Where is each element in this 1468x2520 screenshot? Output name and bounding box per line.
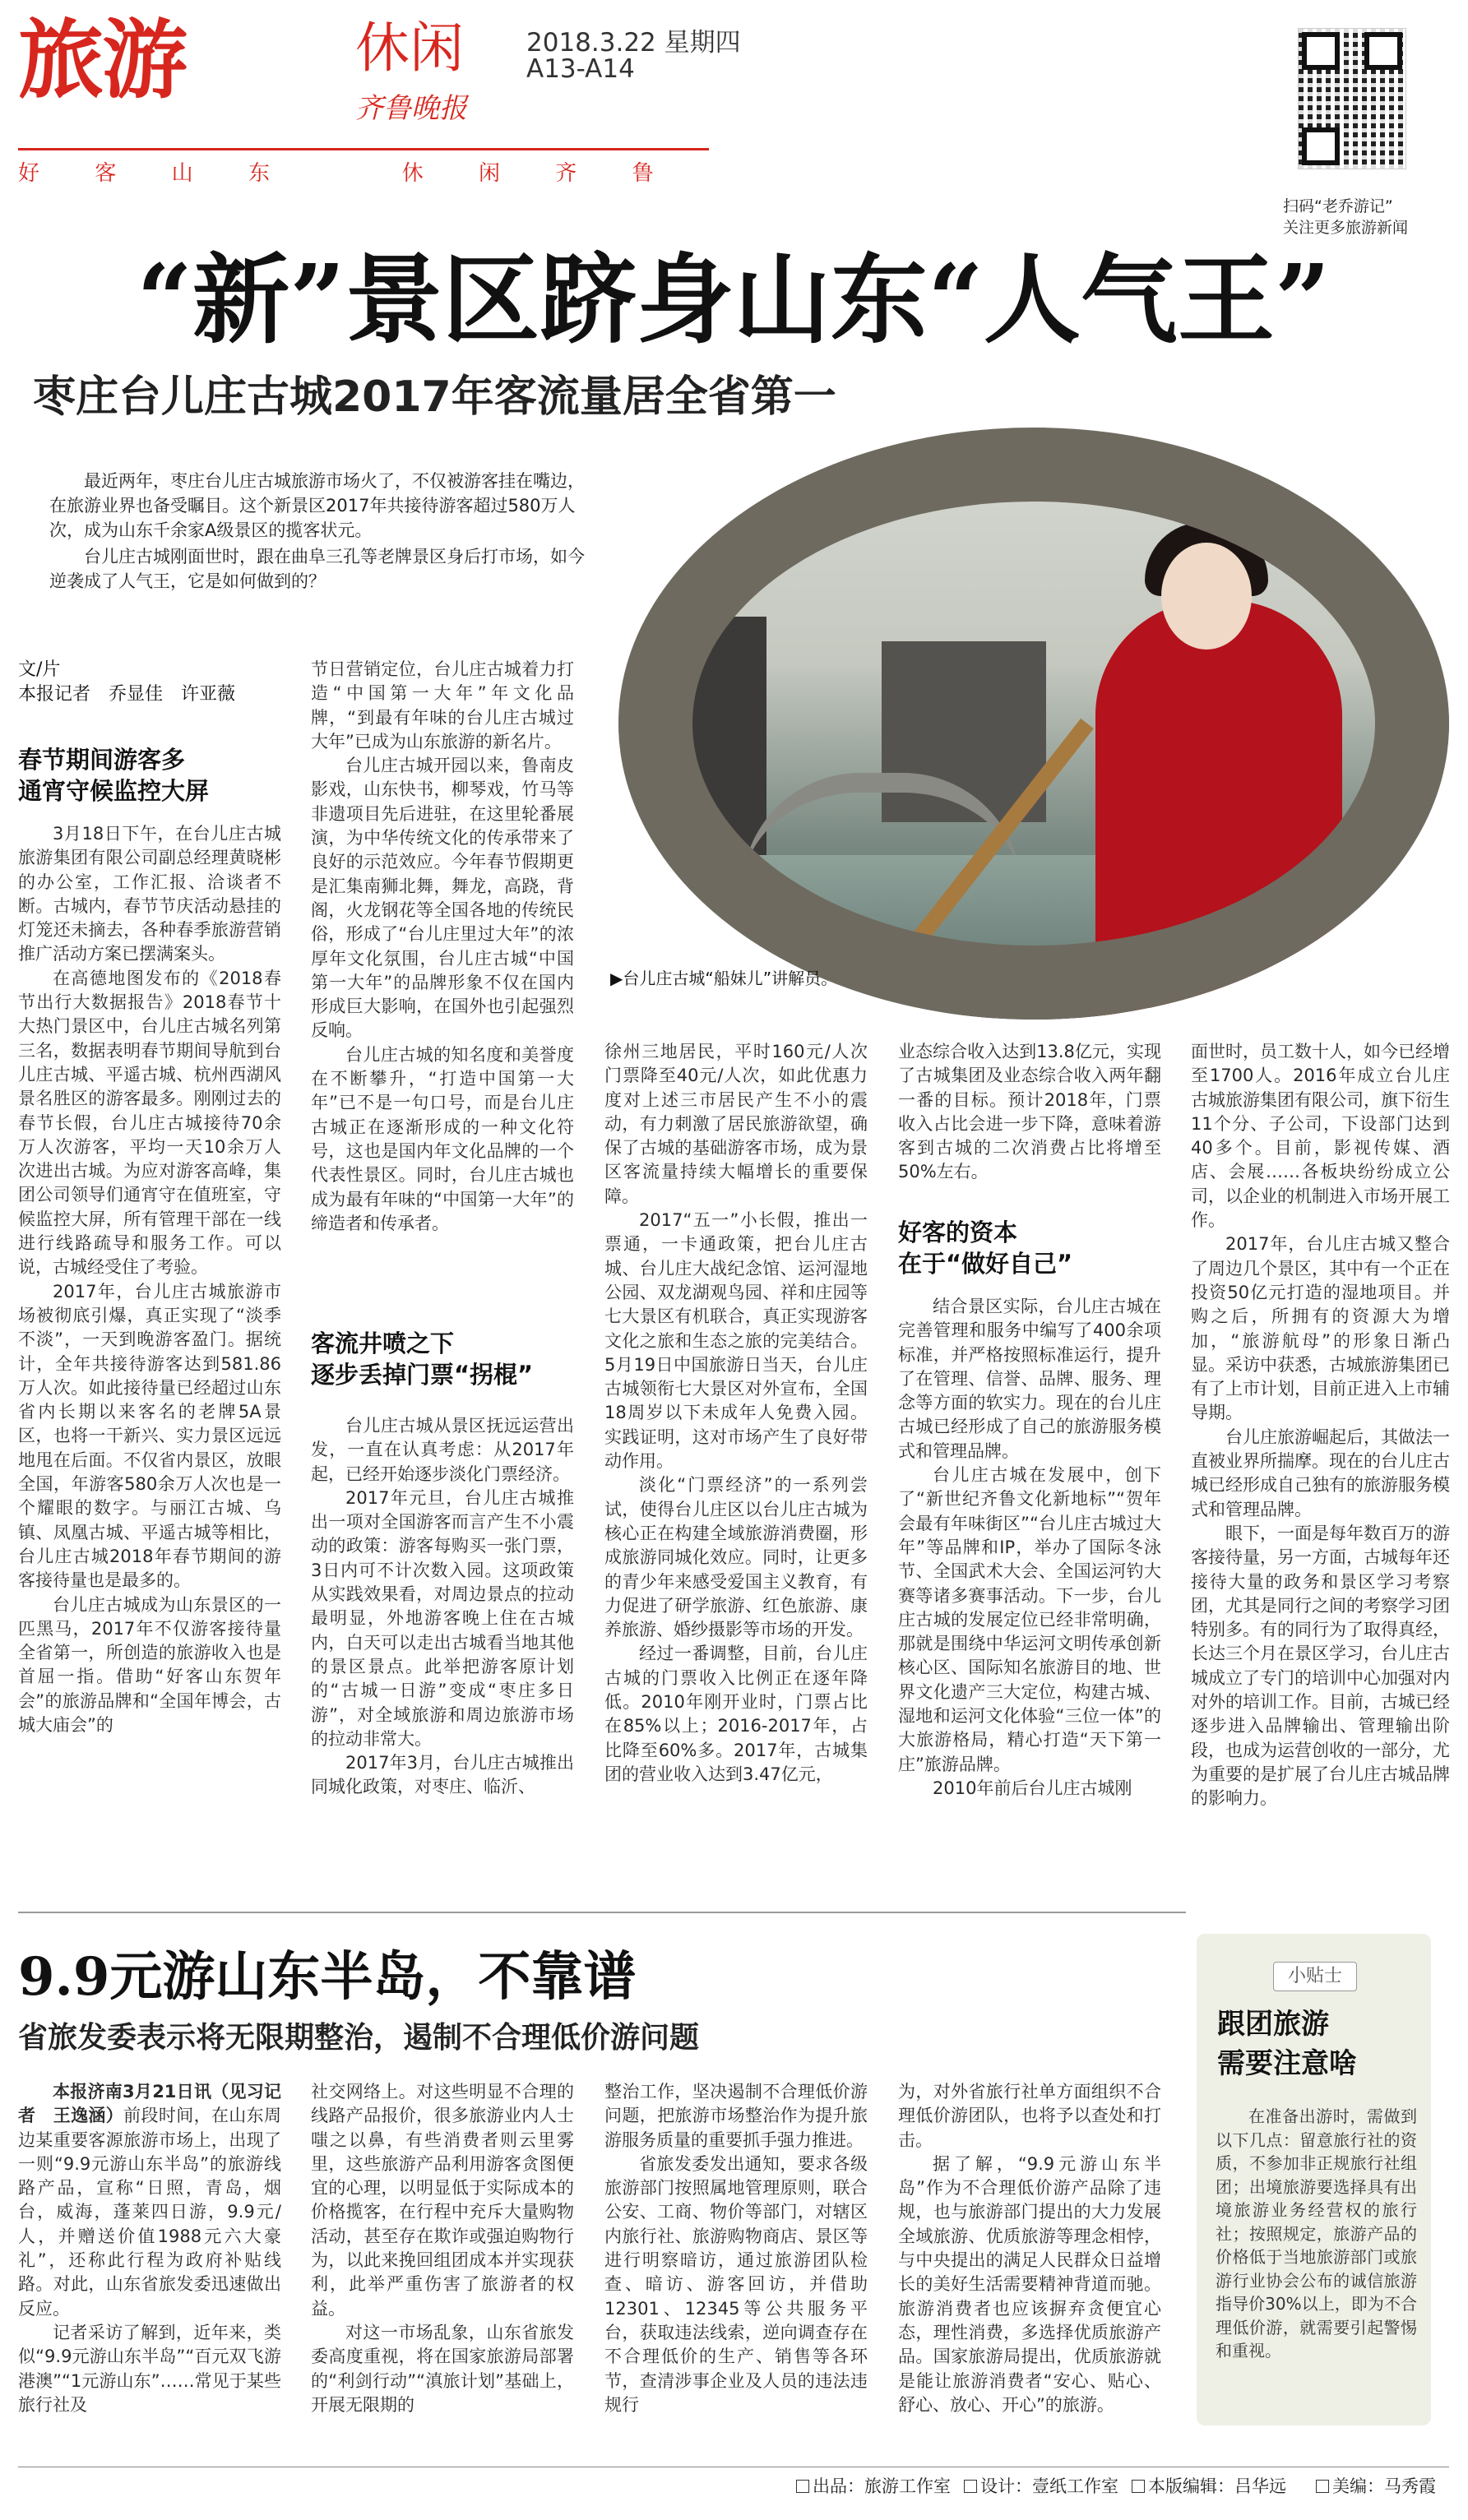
credit-art: 美编：马秀霞 [1316,2473,1436,2498]
photo-caption: ▶台儿庄古城“船妹儿”讲解员。 [610,969,838,988]
article-column [18,2080,281,2417]
paragraph: 2017“五一”小长假，推出一票通，一卡通政策，把台儿庄古城、台儿庄大战纪念馆、运河湿地公园、双龙湖观鸟园、祥和庄园等七大景区有机联合，真正实现游客文化之旅和生态之旅的完美结合。5月19日中国旅游日当天，台儿庄古城领衔七大景区对外宣布，全国18周岁以下未成年人免费入园。实践证明，这对市场产生了良好带动作用。 [604,1210,868,1472]
qr-code[interactable] [1298,28,1406,169]
slogan-char: 客 [95,161,135,186]
feature-photo [618,428,1449,1020]
credit-editor: 本版编辑：吕华远 [1132,2473,1286,2498]
paragraph: 据了解，“9.9元游山东半岛”作为不合理低价游产品除了违规，也与旅游部门提出的大力发展全域旅游、优质旅游等理念相悖，与中央提出的满足人民群众日益增长的美好生活需要精神背道而驰。旅游消费者也应该摒弃贪便宜心态，理性消费，多选择优质旅游产品。国家旅游局提出，优质旅游就是能让旅游消费者“安心、贴心、舒心、放心、开心”的旅游。 [898,2153,1161,2415]
credit-design: 设计：壹纸工作室 [964,2473,1118,2498]
paragraph: 徐州三地居民，平时160元/人次门票降至40元/人次，如此优惠力度对上述三市居民产生不小的震动，有力刺激了居民旅游欲望，确保了古城的基础游客市场，成为景区客流量持续大幅增长的重要保障。 [604,1042,868,1206]
article-column [898,2080,1161,2417]
section-title: 春节期间游客多 通宵守候监控大屏 [18,746,210,805]
paragraph: 为，对外省旅行社单方面组织不合理低价游团队，也将予以查处和打击。 [898,2082,1161,2150]
paragraph: 眼下，一面是每年数百万的游客接待量，另一方面，古城每年还接待大量的政务和景区学习考察团，尤其是同行之间的考察学习团特别多。有的同行为了取得真经，长达三个月在景区学习，台儿庄古城成立了专门的培训中心加强对内对外的培训工作。目前，古城已经逐步进入品牌输出、管理输出阶段，也成为运营创收的一部分，尤为重要的是扩展了台儿庄古城品牌的影响力。 [1191,1523,1450,1809]
slogan-char: 山 [171,161,211,186]
byline-authors: 本报记者 乔显佳 许亚薇 [18,684,236,705]
credit-producer: 出品：旅游工作室 [796,2473,951,2498]
paragraph: 台儿庄古城从景区抚远运营出发，一直在认真考虑：从2017年起，已经开始逐步淡化门票经济。 [311,1416,574,1484]
paragraph: 业态综合收入达到13.8亿元，实现了古城集团及业态综合收入两年翻一番的目标。预计2018年，门票收入占比会进一步下降，意味着游客到古城的二次消费占比将增至50%左右。 [898,1042,1161,1182]
slogan-char: 东 [248,161,288,186]
paragraph: 节日营销定位，台儿庄古城着力打造“中国第一大年”年文化品牌，“到最有年味的台儿庄古城过大年”已成为山东旅游的新名片。 [311,659,574,751]
qr-caption: 扫码“老乔游记” [1283,197,1393,215]
paragraph: 台儿庄古城的知名度和美誉度在不断攀升，“打造中国第一大年”已不是一句口号，而是台儿庄古城正在逐渐形成的一种文化符号，这也是国内年文化品牌的一个代表性景区。同时，台儿庄古城也成为最有年味的“中国第一大年”的缔造者和传承者。 [311,1044,574,1233]
byline-label: 文/片 [18,659,61,680]
lead-paragraph: 最近两年，枣庄台儿庄古城旅游市场火了，不仅被游客挂在嘴边，在旅游业界也备受瞩目。这个新景区2017年共接待游客超过580万人次，成为山东千余家A级景区的揽客状元。 [49,471,585,540]
article-column [1191,1040,1450,1811]
article-column [311,1414,574,1800]
tip-tag: 小贴士 [1273,1962,1357,1991]
paragraph: 前段时间，在山东周边某重要客源旅游市场上，出现了一则“9.9元游山东半岛”的旅游线路产品，宣称“日照，青岛，烟台，威海，蓬莱四日游，9.9元/人，并赠送价值1988元六大豪礼”，还称此行程为政府补贴线路。对此，山东省旅发委迅速做出反应。 [18,2106,282,2319]
qr-caption: 关注更多旅游新闻 [1283,219,1409,237]
article-column [604,2080,868,2417]
paragraph: 社交网络上。对这些明显不合理的线路产品报价，很多旅游业内人士嗤之以鼻，有些消费者则云里雾里，这些旅游产品利用游客贪图便宜的心理，以明显低于实际成本的价格揽客，在行程中充斥大量购物活动，甚至存在欺诈或强迫购物行为，以此来挽回组团成本并实现获利，此举严重伤害了旅游者的权益。 [311,2082,574,2319]
paragraph: 记者采访了解到，近年来，类似“9.9元游山东半岛”“百元双飞游港澳”“1元游山东”……常见于某些旅行社及 [18,2322,281,2415]
paragraph: 淡化“门票经济”的一系列尝试，使得台儿庄区以台儿庄古城为核心正在构建全域旅游消费圈，形成旅游同城化效应。同时，让更多的青少年来感受爱国主义教育，有力促进了研学旅游、红色旅游、康养旅游、婚纱摄影等市场的开发。 [604,1475,868,1640]
tip-text [1216,2105,1417,2363]
slogan-char: 齐 [555,161,595,186]
paragraph: 经过一番调整，目前，台儿庄古城的门票收入比例正在逐年降低。2010年刚开业时，门票占比在85%以上；2016-2017年，占比降至60%多。2017年，古城集团的营业收入达到3.47亿元， [604,1644,868,1784]
main-headline: “新”景区跻身山东“人气王” [137,243,1331,357]
paragraph: 2017年，台儿庄古城又整合了周边几个景区，其中有一个正在投资50亿元打造的湿地项目。并购之后，所拥有的资源大为增加，“旅游航母”的形象日渐凸显。采访中获悉，古城旅游集团已有了上市计划，目前正进入上市辅导期。 [1191,1234,1450,1423]
section-name: 休闲 [355,16,464,80]
second-subhead: 省旅发委表示将无限期整治，遏制不合理低价游问题 [18,2021,700,2055]
paragraph: 台儿庄旅游崛起后，其做法一直被业界所揣摩。现在的台儿庄古城已经形成自己独有的旅游服务模式和管理品牌。 [1191,1426,1450,1519]
tip-paragraph: 在准备出游时，需做到以下几点：留意旅行社的资质，不参加非正规旅行社组团；出境旅游要选择具有出境旅游业务经营权的旅行社；按照规定，旅游产品的价格低于当地旅游部门或旅游行业协会公布的诚信旅游指导价30%以上，即为不合理低价游，就需要引起警惕和重视。 [1216,2106,1417,2360]
paragraph: 对这一市场乱象，山东省旅发委高度重视，将在国家旅游局部署的“利剑行动”“滇旅计划”基础上，开展无限期的 [311,2322,574,2415]
paragraph: 省旅发委发出通知，要求各级旅游部门按照属地管理原则，联合公安、工商、物价等部门，对辖区内旅行社、旅游购物商店、景区等进行明察暗访，通过旅游团队检查、暗访、游客回访，并借助12301、12345等公共服务平台，获取违法线索，逆向调查存在不合理低价的生产、销售等各环节，查清涉事企业及人员的违法违规行 [604,2153,868,2415]
issue-date: 2018.3.22 星期四 [526,28,741,58]
paragraph: 面世时，员工数十人，如今已经增至1700人。2016年成立台儿庄古城旅游集团有限公司，旗下衍生11个分、子公司，下设部门达到40多个。目前，影视传媒、酒店、会展……各板块纷纷成立公司，以企业的机制进入市场开展工作。 [1191,1042,1450,1231]
slogan-char: 好 [18,161,58,186]
paragraph: 台儿庄古城开园以来，鲁南皮影戏，山东快书，柳琴戏，竹马等非遗项目先后进驻，在这里轮番展演，为中华传统文化的传承带来了良好的示范效应。今年春节假期更是汇集南狮北舞，舞龙，高跷，背阁，火龙钢花等全国各地的传统民俗，形成了“台儿庄里过大年”的浓厚年文化氛围，台儿庄古城“中国第一大年”的品牌形象不仅在国内形成巨大影响，在国外也引起强烈反响。 [311,756,574,1041]
paragraph: 结合景区实际，台儿庄古城在完善管理和服务中编写了400余项标准，并严格按照标准运行，提升了在管理、信誉、品牌、服务、理念等方面的软实力。现在的台儿庄古城已经形成了自己的旅游服务模式和管理品牌。 [898,1297,1161,1461]
slogan [18,156,709,187]
byline [18,658,235,707]
article-column [898,1295,1161,1801]
dateline: 本报济南3月21日讯（见习记者 王逸涵） [18,2082,281,2126]
paragraph: 整治工作，坚决遏制不合理低价游问题，把旅游市场整治作为提升旅游服务质量的重要抓手强力推进。 [604,2082,868,2150]
paragraph: 2017年3月，台儿庄古城推出同城化政策，对枣庄、临沂、 [311,1753,574,1797]
paragraph: 台儿庄古城成为山东景区的一匹黑马，2017年不仅游客接待量全省第一，所创造的旅游收入也是首屈一指。借助“好客山东贺年会”的旅游品牌和“全国年博会，古城大庙会”的 [18,1594,281,1735]
slogan-char: 休 [401,161,442,186]
tip-title: 跟团旅游 需要注意啥 [1217,2008,1357,2080]
slogan-gap [325,156,401,187]
paragraph: 台儿庄古城在发展中，创下了“新世纪齐鲁文化新地标”“贺年会最有年味街区”“台儿庄古城过大年”等品牌和IP，举办了国际冬泳节、全国武术大会、全国运河钓大赛等诸多赛事活动。下一步，台儿庄古城的发展定位已经非常明确，那就是围绕中华运河文明传承创新核心区、国际知名旅游目的地、世界文化遗产三大定位，构建古城、湿地和运河文化体验“三位一体”的大旅游格局，精心打造“天下第一庄”旅游品牌。 [898,1465,1161,1774]
article-column [18,822,281,1737]
article-column [311,658,574,1236]
paragraph: 2017年元旦，台儿庄古城推出一项对全国游客而言产生不小震动的政策：游客每购买一张门票，3日内可不计次数入园。这项政策从实践效果看，对周边景点的拉动最明显，外地游客晚上住在古城内，白天可以走出古城看当地其他的景区景点。此举把游客原计划的“古城一日游”变成“枣庄多日游”，对全域旅游和周边旅游市场的拉动非常大。 [311,1487,574,1749]
paper-name: 齐鲁晚报 [355,92,467,125]
article-column [311,2080,574,2417]
paragraph: 2017年，台儿庄古城旅游市场被彻底引爆，真正实现了“淡季不淡”，一天到晚游客盈门。据统计，全年共接待游客达到581.86万人次。如此接待量已经超过山东省内长期以来客名的老牌5A景区，也将一干新兴、实力景区远远地甩在后面。不仅省内景区，放眼全国，年游客580余万人次也是一个耀眼的数字。与丽江古城、乌镇、凤凰古城、平遥古城等相比，台儿庄古城2018年春节期间的游客接待量也是最多的。 [18,1281,281,1591]
masthead-rule [18,148,709,150]
paragraph: 3月18日下午，在台儿庄古城旅游集团有限公司副总经理黄晓彬的办公室，工作汇报、洽谈者不断。古城内，春节节庆活动悬挂的灯笼还未摘去，各种春季旅游营销推广活动方案已摆满案头。 [18,824,281,964]
section-title: 好客的资本 在于“做好自己” [898,1218,1073,1278]
main-subhead: 枣庄台儿庄古城2017年客流量居全省第一 [33,372,836,422]
slogan-char: 鲁 [632,161,672,186]
section-title: 客流井喷之下 逐步丢掉门票“拐棍” [311,1329,534,1389]
slogan-char: 闲 [478,161,518,186]
lead-paragraph: 台儿庄古城刚面世时，跟在曲阜三孔等老牌景区身后打市场，如今逆袭成了人气王，它是如何做到的？ [49,547,585,591]
paragraph: 2010年前后台儿庄古城刚 [933,1778,1132,1798]
second-headline: 9.9元游山东半岛，不靠谱 [18,1946,637,2008]
logo: 旅游 [18,9,187,110]
lead-paragraphs [49,469,592,595]
article-column [898,1040,1161,1185]
article-column [604,1040,868,1787]
section-divider [18,1912,1186,1913]
paragraph: 在高德地图发布的《2018春节出行大数据报告》2018春节十大热门景区中，台儿庄古城名列第三名，数据表明春节期间导航到台儿庄古城、平遥古城、杭州西湖风景名胜区的游客最多。刚刚过去的春节长假，台儿庄古城接待70余万人次游客，平均一天10余万人次进出古城。为应对游客高峰，集团公司领导们通宵守在值班室，守候监控大屏，所有管理干部在一线进行线路疏导和服务工作。可以说，古城经受住了考验。 [18,968,281,1278]
page-numbers: A13-A14 [526,54,635,84]
